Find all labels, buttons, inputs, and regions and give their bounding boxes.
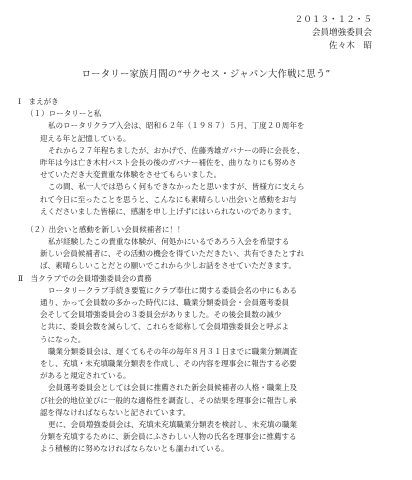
paragraph-2-line-2: 昨年は今は亡き木村パスト会長の後のガバナー補佐を、曲りなりにも努めさ bbox=[40, 157, 297, 167]
section-heading-2: Ⅱ 当クラブでの会員増強委員会の責務 bbox=[18, 273, 152, 283]
paragraph-6-line-2: をし、充填・未充填職業分類表を作成し、その内容を理事会に報告する必要 bbox=[40, 358, 297, 368]
subsection-heading-1-2: （２）出会いと感動を新しい会員候補者に！！ bbox=[26, 224, 185, 234]
paragraph-1-line-2: 迎える年と記憶している。 bbox=[40, 133, 131, 143]
paragraph-3-line-1: この間、私一人では恐らく何もできなかったと思いますが、皆様方に支えら bbox=[48, 182, 305, 192]
paragraph-5-line-4: と共に、委員会数を減らして、これらを総称して会員増強委員会と呼ぶよ bbox=[40, 322, 289, 332]
subsection-heading-1-1: （１）ロータリーと私 bbox=[26, 109, 102, 119]
paragraph-3-line-2: れて今日に至ったことを思うと、こんなにも素晴らしい出会いと感動をお与 bbox=[40, 194, 297, 204]
committee-name: 会員増強委員会 bbox=[311, 28, 372, 38]
paragraph-4-line-3: ば、素晴らしいことだとの願いでこれから少しお話をさせていただきます。 bbox=[40, 261, 296, 271]
author-name: 佐々木 昭 bbox=[329, 41, 372, 51]
paragraph-8-line-3: よう積極的に努めなければならないとも謳われている。 bbox=[40, 444, 229, 454]
paragraph-1-line-1: 私のロータリクラブ入会は、昭和６２年（１９８７）５月、丁度２０周年を bbox=[48, 121, 305, 131]
document-body bbox=[18, 96, 394, 455]
paragraph-7-line-1: 会員選考委員会としては会員に推薦された新会員候補者の人格・職業上及 bbox=[48, 383, 298, 393]
paragraph-2-line-1: それから２７年程ちましたが、おかげで、佐藤秀雄ガバナーの時に会長を、 bbox=[48, 145, 305, 155]
paragraph-7-line-2: び社会的地位並びに一般的な適格性を調査し、その結果を理事会に報告し承 bbox=[40, 395, 297, 405]
paragraph-6-line-3: があると規定されている。 bbox=[40, 371, 131, 381]
paragraph-3-line-3: えくださいました皆様に、感謝を申し上げずにはいられないのであります。 bbox=[40, 206, 296, 216]
paragraph-5-line-3: 会そして会員増強委員会の３委員会がありました。その後会員数の減少 bbox=[40, 310, 282, 320]
paragraph-8-line-2: 分類を充填するために、新会員にふさわしい人物の氏名を理事会に推薦する bbox=[40, 432, 297, 442]
paragraph-8-line-1: 更に、会員増強委員会は、充填未充填職業分類表を検討し、未充填の職業 bbox=[48, 419, 298, 429]
paragraph-5-line-1: ロータリークラブ手続き要覧にクラブ奉仕に関する委員会名の中にもある bbox=[48, 285, 298, 295]
section-heading-1: Ⅰ まえがき bbox=[18, 97, 59, 106]
paragraph-2-line-3: せていただき大変貴重な体験をさせてもらいました。 bbox=[40, 170, 222, 180]
document-date: ２０１３・１２・５ bbox=[294, 15, 372, 25]
paragraph-6-line-1: 職業分類委員会は、遅くてもその年の毎年８月３１日までに職業分類調査 bbox=[48, 346, 298, 356]
paragraph-5-line-2: 通り、かって会員数の多かった時代には、職業分類委員会・会員選考委員 bbox=[40, 298, 290, 307]
paragraph-4-line-2: 新しい会員候補者に、その活動の機会を得ていただきたい、共有できたとすれ bbox=[40, 249, 305, 259]
paragraph-7-line-3: 認を得なければならないと記されています。 bbox=[40, 407, 191, 417]
paragraph-4-line-1: 私が経験したこの貴重な体験が、何処かにいるであろう入会を希望する bbox=[48, 237, 290, 247]
paragraph-5-line-5: うになった。 bbox=[40, 334, 86, 344]
document-title: ロータリー家族月間の“サクセス・ジャパン大作戦に思う” bbox=[81, 69, 331, 80]
document-header bbox=[295, 14, 372, 53]
